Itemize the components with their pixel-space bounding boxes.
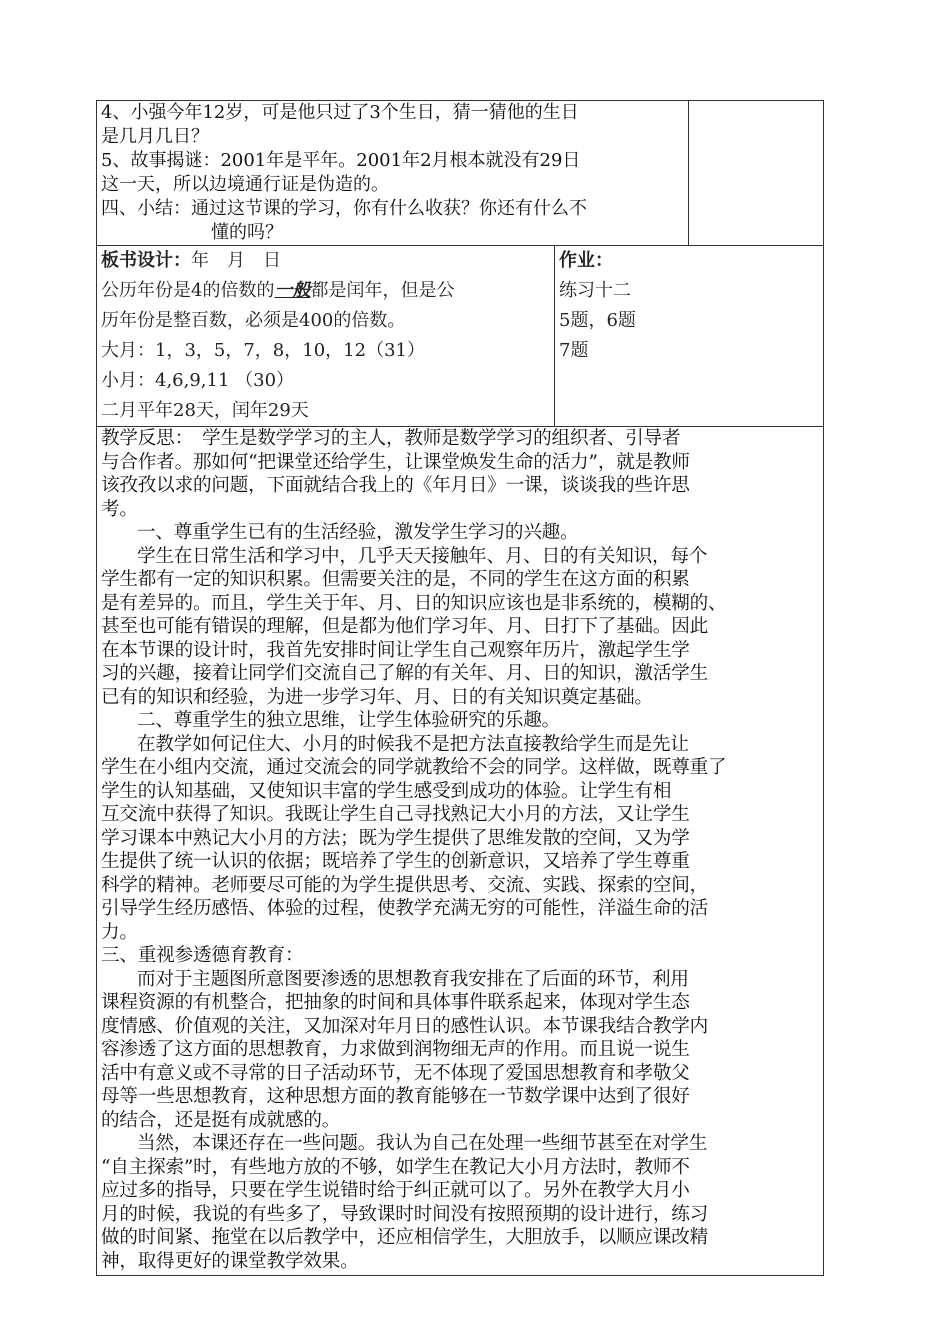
lesson-plan-page [96,100,823,1276]
activity-line: 5、故事揭谜：2001年是平年。2001年2月根本就没有29日 [101,150,581,171]
board-heading-rest: 年 月 日 [191,250,281,271]
reflection-line: 在教学如何记住大、小月的时候我不是把方法直接教给学生而是先让 [137,733,689,755]
reflection-line: “自主探索”时，有些地方放的不够，如学生在教记大小月方法时，教师不 [101,1156,690,1178]
activity-line: 4、小强今年12岁，可是他只过了3个生日，猜一猜他的生日 [101,102,579,123]
reflection-line: 该孜孜以求的问题，下面就结合我上的《年月日》一课，谈谈我的些许思 [101,475,690,496]
reflection-line: 学生的认知基础，又使知识丰富的学生感受到成功的体验。让学生有相 [101,780,672,802]
activity-cell [97,101,689,246]
reflection-line: 学生都有一定的知识积累。但需要关注的是，不同的学生在这方面的积累 [101,569,690,590]
section-heading-1: 一、尊重学生已有的生活经验，激发学生学习的兴趣。 [137,522,579,543]
reflection-line: 科学的精神。老师要尽可能的为学生提供思考、交流、实践、探索的空间， [101,874,708,896]
board-heading: 板书设计： [101,250,191,271]
board-heading-line [101,246,550,276]
board-rule-post: 都是闰年，但是公 [310,280,455,301]
homework-cell [555,246,824,427]
reflection-line: 学生在日常生活和学习中，几乎天天接触年、月、日的有关知识，每个 [137,545,708,567]
board-line: 大月：1，3，5，7，8，10，12（31） [101,340,425,361]
reflection-line: 力。 [101,921,138,943]
reflection-line: 容渗透了这方面的思想教育，力求做到润物细无声的作用。而且说一说生 [101,1039,690,1060]
board-rule-pre: 公历年份是4的倍数的 [101,280,275,301]
reflection-line: 是有差异的。而且，学生关于年、月、日的知识应该也是非系统的，模糊的、 [101,592,727,614]
board-rule-line [101,276,550,306]
reflection-line: 月的时候，我说的有些多了，导致课时时间没有按照预期的设计进行，练习 [101,1203,708,1225]
reflection-line: 神，取得更好的课堂教学效果。 [101,1250,359,1272]
reflection-line: 已有的知识和经验，为进一步学习年、月、日的有关知识奠定基础。 [101,686,653,708]
reflection-line: 习的兴趣，接着让同学们交流自己了解的有关年、月、日的知识，激活学生 [101,663,708,684]
activity-row [97,101,824,246]
reflection-line: 甚至也可能有错误的理解，但是都为他们学习年、月、日打下了基础。因此 [101,616,708,637]
reflection-line: 的结合，还是挺有成就感的。 [101,1109,341,1131]
activity-line: 这一天，所以边境通行证是伪造的。 [101,174,389,195]
reflection-line: 学生在小组内交流，通过交流会的同学就教给不会的同学。这样做，既尊重了 [101,757,727,778]
board-rule-emphasis: 一般 [274,280,311,301]
homework-line: 5题，6题 [559,310,636,331]
reflection-line: 与合作者。那如何“把课堂还给学生，让课堂焕发生命的活力”，就是教师 [101,451,690,473]
board-line: 历年份是整百数，必须是400的倍数。 [101,310,406,331]
reflection-line: 母等一些思想教育，这种思想方面的教育能够在一节数学课中达到了很好 [101,1086,690,1107]
notes-cell-empty [689,101,824,246]
homework-line: 练习十二 [559,280,631,301]
reflection-line: 课程资源的有机整合，把抽象的时间和具体事件联系起来，体现对学生态 [101,992,690,1013]
activity-line: 四、小结：通过这节课的学习，你有什么收获？你还有什么不 [101,198,587,219]
activity-line: 是几月几日？ [101,126,209,147]
reflection-line: 互交流中获得了知识。我既让学生自己寻找熟记大小月的方法，又让学生 [101,804,690,825]
board-design-cell [97,246,555,427]
reflection-line: 应过多的指导，只要在学生说错时给于纠正就可以了。另外在教学大月小 [101,1180,690,1201]
activity-line: 懂的吗？ [211,222,283,243]
board-line: 二月平年28天，闰年29天 [101,400,309,421]
lesson-plan-table [96,100,824,1276]
reflection-line: 教学反思： 学生是数学学习的主人，教师是数学学习的组织者、引导者 [101,428,681,449]
board-line: 小月：4,6,9,11 （30） [101,370,295,391]
reflection-line: 当然，本课还存在一些问题。我认为自己在处理一些细节甚至在对学生 [137,1133,708,1154]
board-homework-row [97,246,824,427]
reflection-cell [97,427,824,1276]
reflection-line: 度情感、价值观的关注，又加深对年月日的感性认识。本节课我结合教学内 [101,1015,708,1037]
reflection-line: 生提供了统一认识的依据；既培养了学生的创新意识，又培养了学生尊重 [101,851,690,872]
reflection-line: 而对于主题图所意图要渗透的思想教育我安排在了后面的环节，利用 [137,968,689,990]
reflection-line: 活中有意义或不寻常的日子活动环节，无不体现了爱国思想教育和孝敬父 [101,1062,690,1084]
reflection-line: 考。 [101,498,138,520]
homework-line: 7题 [559,340,589,361]
reflection-line: 学习课本中熟记大小月的方法；既为学生提供了思维发散的空间，又为学 [101,827,690,849]
reflection-line: 在本节课的设计时，我首先安排时间让学生自己观察年历片，激起学生学 [101,639,690,661]
homework-heading: 作业： [559,250,613,271]
reflection-row [97,427,824,1276]
reflection-line: 做的时间紧、拖堂在以后教学中，还应相信学生，大胆放手，以顺应课改精 [101,1227,708,1248]
reflection-line: 引导学生经历感悟、体验的过程，使教学充满无穷的可能性，洋溢生命的活 [101,898,708,919]
section-heading-2: 二、尊重学生的独立思维，让学生体验研究的乐趣。 [137,710,561,731]
section-heading-3: 三、重视参透德育教育： [101,945,304,966]
